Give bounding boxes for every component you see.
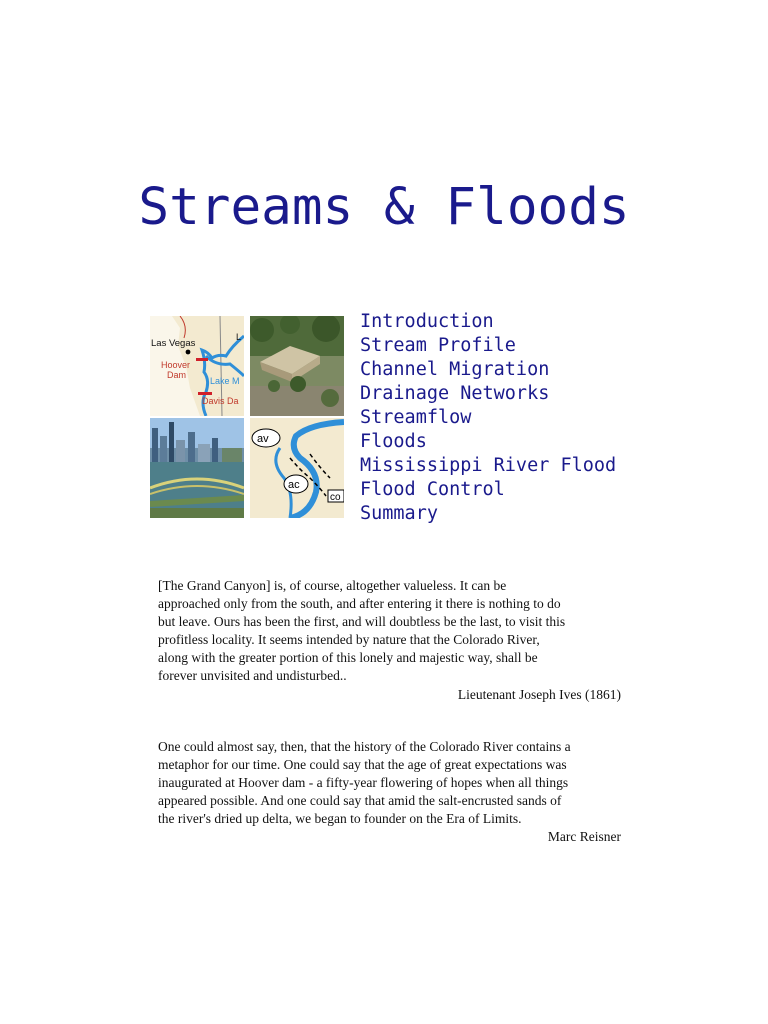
toc-item-stream-profile[interactable]: Stream Profile (360, 335, 516, 356)
toc-item-streamflow[interactable]: Streamflow (360, 407, 472, 428)
quote-line: the river's dried up delta, we began to founder on the Era of Limits. (158, 811, 522, 826)
meander-diagram-image (250, 418, 344, 518)
meander-label-av: av (257, 433, 269, 445)
quote-line: approached only from the south, and after entering it there is nothing to do (158, 596, 561, 611)
reisner-quote (158, 738, 628, 828)
map-label-edge: L (236, 332, 242, 342)
table-of-contents (360, 310, 616, 526)
meander-label-ac: ac (288, 479, 300, 491)
map-label-hoover: Hoover (161, 360, 191, 370)
quote-line: profitless locality. It seems intended by nature that the Colorado River, (158, 632, 540, 647)
toc-item-flood-control[interactable]: Flood Control (360, 479, 505, 500)
quote-line: but leave. Ours has been the first, and will doubtless be the last, to visit this (158, 614, 566, 629)
map-label-davis-dam: Davis Da (202, 396, 239, 406)
quote-line: One could almost say, then, that the history of the Colorado River contains a (158, 739, 571, 754)
quote-line: forever unvisited and undisturbed.. (158, 668, 347, 683)
city-river-bridge-image (150, 418, 244, 518)
quote-line: [The Grand Canyon] is, of course, altogether valueless. It can be (158, 578, 507, 593)
map-label-lake-mead: Lake M (210, 376, 240, 386)
toc-item-drainage-networks[interactable]: Drainage Networks (360, 383, 550, 404)
toc-item-summary[interactable]: Summary (360, 503, 438, 524)
page-title: Streams & Floods (138, 178, 630, 237)
quote-line: appeared possible. And one could say that amid the salt-encrusted sands of (158, 793, 562, 808)
toc-item-channel-migration[interactable]: Channel Migration (360, 359, 550, 380)
map-label-dam: Dam (167, 370, 187, 380)
toc-item-floods[interactable]: Floods (360, 431, 427, 452)
flooded-house-aerial-image (250, 316, 344, 416)
ives-attribution: Lieutenant Joseph Ives (1861) (457, 687, 621, 702)
meander-label-co: co (330, 492, 341, 503)
map-label-las-vegas: Las Vegas (151, 338, 196, 349)
hoover-dam-map-image (150, 316, 244, 416)
quote-line: inaugurated at Hoover dam - a fifty-year flowering of hopes when all things (158, 775, 569, 790)
toc-item-introduction[interactable]: Introduction (360, 311, 494, 332)
quote-line: along with the greater portion of this lonely and majestic way, shall be (158, 650, 538, 665)
ives-quote (158, 577, 628, 685)
quote-line: metaphor for our time. One could say that the age of great expectations was (158, 757, 567, 772)
reisner-attribution: Marc Reisner (547, 829, 621, 844)
toc-item-mississippi-river-flood[interactable]: Mississippi River Flood (360, 455, 617, 476)
